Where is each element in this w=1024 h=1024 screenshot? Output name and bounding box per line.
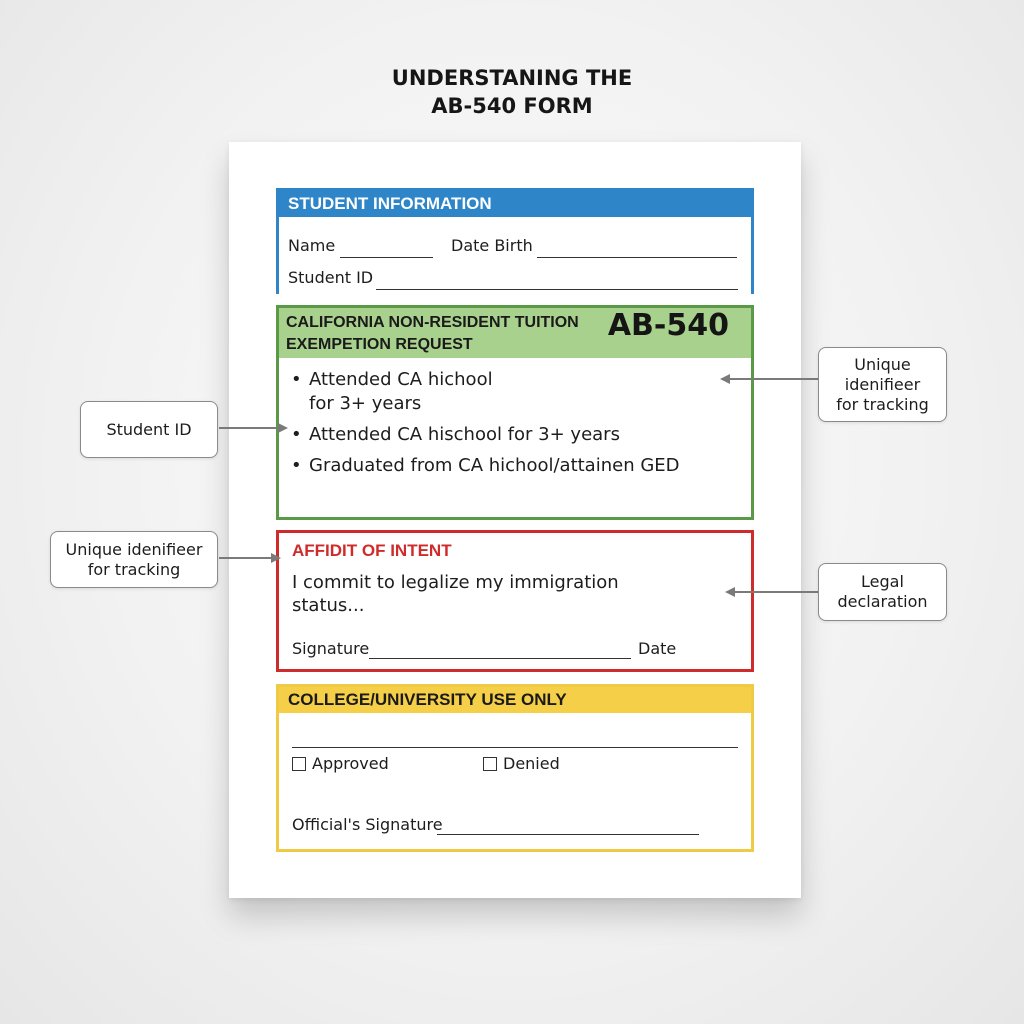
student-information-heading: STUDENT INFORMATION [279, 191, 751, 217]
form-code-label: AB-540 [607, 308, 729, 343]
official-signature-label: Official's Signature [292, 815, 443, 834]
criterion-text-continued: for 3+ years [309, 393, 422, 414]
page-title-line-1: UNDERSTANING THE [391, 66, 633, 90]
approved-label: Approved [312, 754, 389, 773]
callout-text: declaration [837, 592, 928, 611]
criterion-text: Attended CA hischool for 3+ years [309, 424, 620, 445]
college-use-heading: COLLEGE/UNIVERSITY USE ONLY [279, 687, 751, 713]
callout-text: Student ID [106, 419, 192, 439]
denied-label: Denied [503, 754, 560, 773]
callout-text: Unique idenifieer [65, 539, 203, 559]
criterion-text: Graduated from CA hichool/attainen GED [309, 455, 680, 476]
callout-legal-declaration [818, 563, 947, 621]
bullet-glyph: • [291, 369, 302, 390]
callout-text: Legal [861, 572, 904, 591]
affidavit-statement-line-1: I commit to legalize my immigration [292, 572, 619, 593]
callout-text: for tracking [836, 394, 929, 414]
bullet-glyph: • [291, 424, 302, 445]
callout-unique-identifier-left [50, 531, 218, 588]
exemption-heading-line-2: EXEMPETION REQUEST [286, 336, 473, 353]
callout-text: Unique [854, 354, 911, 374]
affidavit-statement-line-2: status... [292, 595, 365, 616]
student-id-label: Student ID [288, 268, 374, 287]
callout-text: idenifieer [844, 374, 921, 394]
affidavit-heading: AFFIDIT OF INTENT [292, 541, 452, 560]
date-label: Date [638, 639, 677, 658]
exemption-heading-line-1: CALIFORNIA NON-RESIDENT TUITION [286, 314, 579, 331]
callout-student-id [80, 401, 218, 458]
date-of-birth-label: Date Birth [451, 236, 533, 255]
callout-unique-identifier-right [818, 347, 947, 422]
name-label: Name [288, 236, 336, 255]
callout-text: for tracking [87, 559, 181, 579]
page-title-line-2: AB-540 FORM [431, 94, 593, 118]
criterion-text: Attended CA hichool [309, 369, 493, 390]
bullet-glyph: • [291, 455, 302, 476]
signature-label: Signature [292, 639, 370, 658]
